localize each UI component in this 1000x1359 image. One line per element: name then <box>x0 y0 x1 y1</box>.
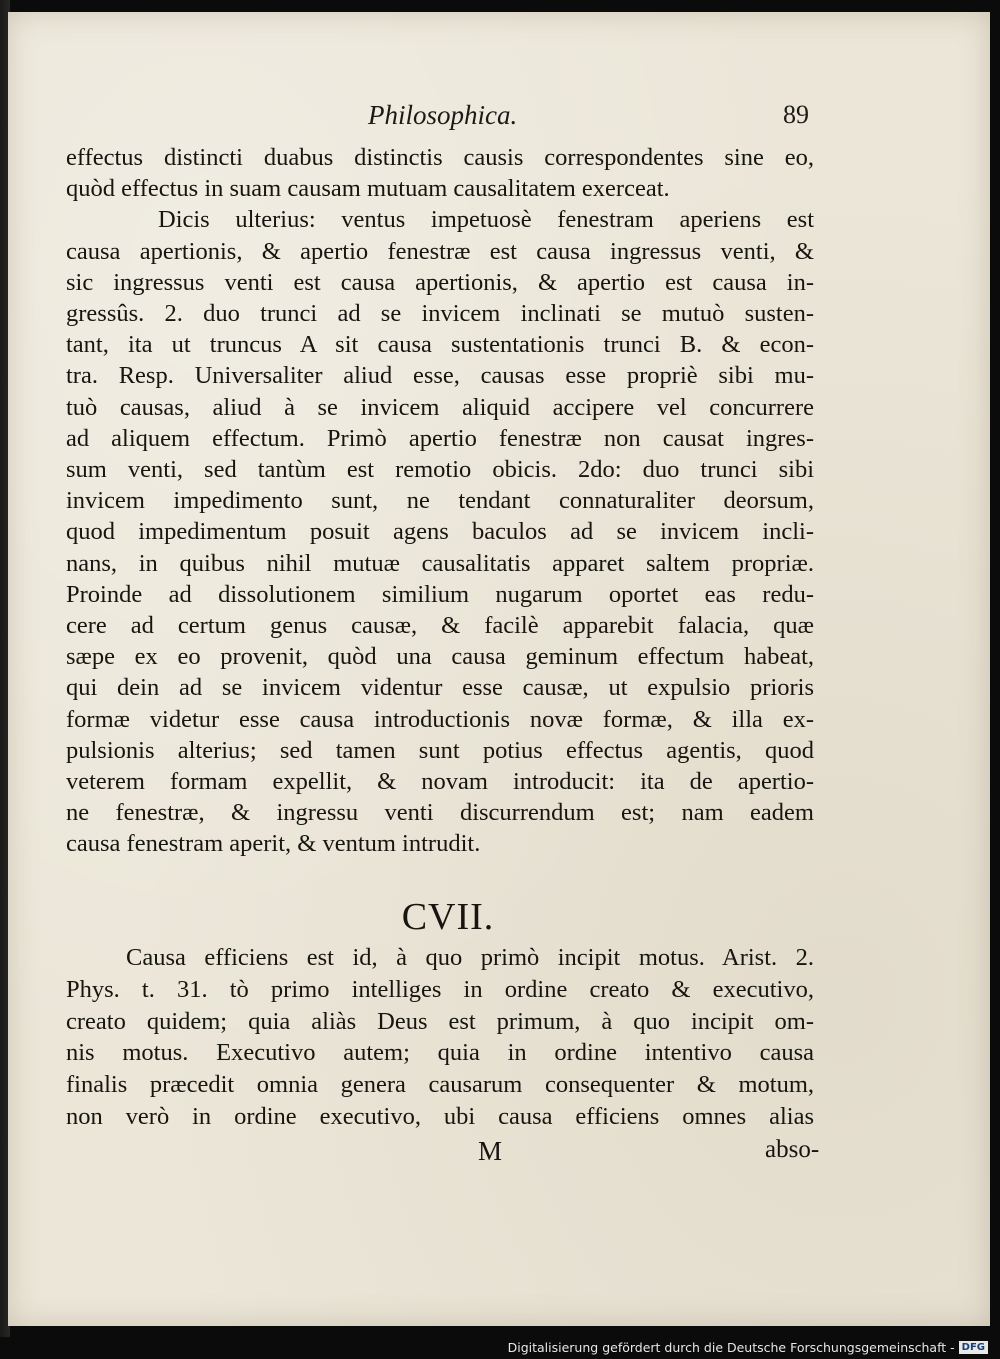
text-line: quod impedimentum posuit agens baculos ad se invicem incli- <box>66 518 814 546</box>
text-line: ad aliquem effectum. Primò apertio fenestræ non causat ingres- <box>66 424 814 452</box>
text-line: non verò in ordine executivo, ubi causa efficiens omnes alias <box>66 1102 814 1130</box>
book-page <box>8 12 990 1326</box>
text-line: Causa efficiens est id, à quo primò incipit motus. Arist. 2. <box>126 944 814 971</box>
text-line: quòd effectus in suam causam mutuam causalitatem exerceat. <box>66 175 670 203</box>
page-number: 89 <box>783 100 809 129</box>
text-line: nis motus. Executivo autem; quia in ordine intentivo causa <box>66 1039 814 1067</box>
text-line: veterem formam expellit, & novam introducit: ita de apertio- <box>66 768 814 796</box>
text-line: finalis præcedit omnia genera causarum consequenter & motum, <box>66 1071 814 1099</box>
text-line: effectus distincti duabus distinctis causis correspondentes sine eo, <box>66 144 814 171</box>
text-line: tuò causas, aliud à se invicem aliquid accipere vel concurrere <box>66 393 814 421</box>
text-line: causa apertionis, & apertio fenestræ est causa ingressus venti, & <box>66 237 814 265</box>
text-line: tant, ita ut truncus A sit causa sustentationis trunci B. & econ- <box>66 331 814 359</box>
signature-mark: M <box>478 1136 503 1166</box>
credit-text: Digitalisierung gefördert durch die Deutsche Forschungsgemeinschaft - <box>507 1339 955 1355</box>
text-line: nans, in quibus nihil mutuæ causalitatis apparet saltem propriæ. <box>66 549 814 577</box>
text-line: invicem impedimento sunt, ne tendant connaturaliter deorsum, <box>66 487 814 515</box>
text-line: ne fenestræ, & ingressu venti discurrendum est; nam eadem <box>66 799 814 827</box>
section-text <box>66 942 814 1133</box>
text-line: causa fenestram aperit, & ventum intrudit. <box>66 830 481 858</box>
dfg-logo-icon: DFG <box>959 1341 988 1354</box>
text-line: sæpe ex eo provenit, quòd una causa geminum effectum habeat, <box>66 643 814 671</box>
text-line: formæ videtur esse causa introductionis novæ formæ, & illa ex- <box>66 705 814 733</box>
text-line: creato quidem; quia aliàs Deus est primum, à quo incipit om- <box>66 1007 814 1035</box>
digitization-credit <box>508 1339 988 1355</box>
main-text <box>66 142 814 860</box>
catchword: abso- <box>765 1136 820 1163</box>
text-line: pulsionis alterius; sed tamen sunt potius effectus agentis, quod <box>66 736 814 764</box>
page-header <box>8 100 990 140</box>
text-line: Dicis ulterius: ventus impetuosè fenestram aperiens est <box>158 206 814 234</box>
running-head: Philosophica. <box>368 100 518 130</box>
section-heading: CVII. <box>401 896 495 938</box>
text-line: sic ingressus venti est causa apertionis, & apertio est causa in- <box>66 268 814 296</box>
text-line: qui dein ad se invicem videntur esse causæ, ut expulsio prioris <box>66 674 814 702</box>
text-line: tra. Resp. Universaliter aliud esse, causas esse propriè sibi mu- <box>66 362 814 390</box>
text-line: Proinde ad dissolutionem similium nugarum oportet eas redu- <box>66 580 814 608</box>
text-line: Phys. t. 31. tò primo intelliges in ordine creato & executivo, <box>66 975 814 1003</box>
text-line: sum venti, sed tantùm est remotio obicis. 2do: duo trunci sibi <box>66 456 814 484</box>
text-line: gressûs. 2. duo trunci ad se invicem inclinati se mutuò susten- <box>66 300 814 328</box>
text-line: cere ad certum genus causæ, & facilè apparebit falacia, quæ <box>66 612 814 640</box>
